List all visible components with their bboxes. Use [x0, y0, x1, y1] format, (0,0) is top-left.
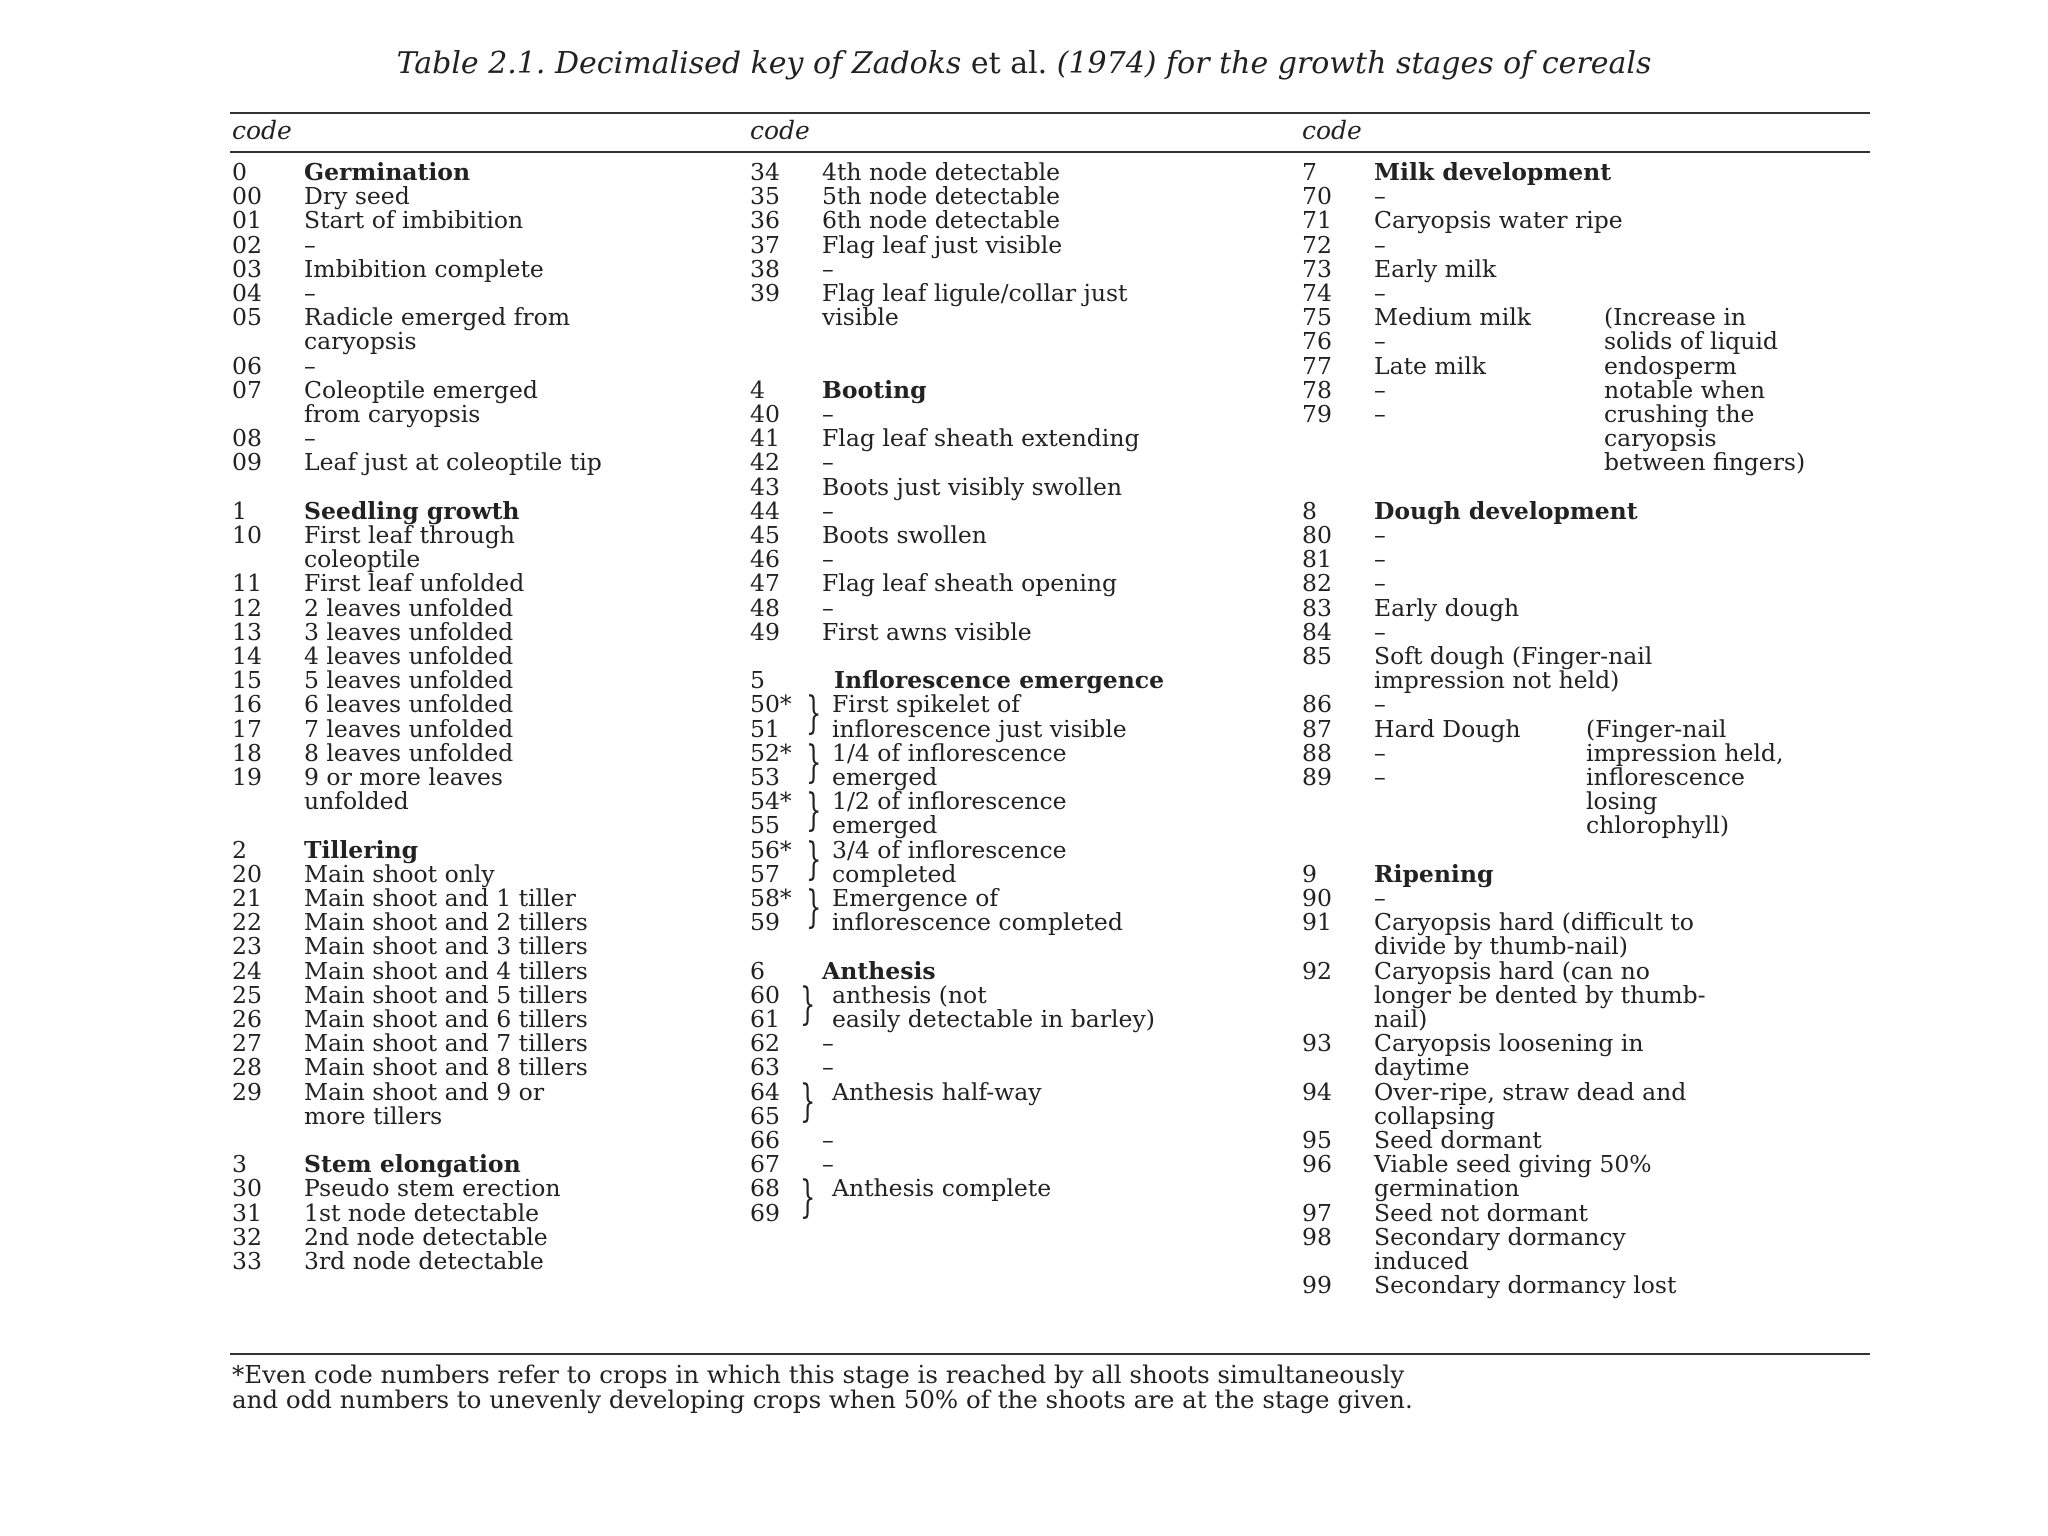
- stage-description: First awns visible: [822, 617, 1032, 646]
- stage-description: –: [822, 1053, 834, 1082]
- stage-description: inflorescence just visible: [832, 714, 1127, 743]
- stage-code: 85: [1302, 642, 1332, 670]
- stage-code: 63: [750, 1053, 780, 1082]
- stage-code: 24: [232, 956, 262, 985]
- stage-description: –: [822, 496, 834, 525]
- stage-note: (Increase in: [1604, 303, 1746, 332]
- stage-code: 68: [750, 1174, 780, 1203]
- stage-description: Boots swollen: [822, 521, 987, 549]
- stage-code: 36: [750, 206, 780, 235]
- stage-description: 8 leaves unfolded: [304, 738, 514, 767]
- stage-code: 8: [1302, 496, 1317, 525]
- stage-note: chlorophyll): [1586, 811, 1729, 840]
- stage-code: 87: [1302, 714, 1332, 743]
- stage-code: 93: [1302, 1029, 1332, 1058]
- stage-description: –: [822, 1029, 834, 1058]
- stage-description: 6th node detectable: [822, 206, 1061, 235]
- stage-description: Flag leaf ligule/collar just: [822, 279, 1128, 307]
- stage-description: Caryopsis hard (difficult to: [1374, 908, 1694, 937]
- stage-code: 51: [750, 714, 780, 743]
- stage-code: 7: [1302, 158, 1317, 186]
- stage-code: 86: [1302, 690, 1332, 719]
- stage-code: 41: [750, 424, 780, 453]
- stage-description: Early dough: [1374, 593, 1520, 622]
- stage-code: 98: [1302, 1222, 1332, 1251]
- stage-description: 7 leaves unfolded: [304, 714, 514, 743]
- stage-description: –: [1374, 400, 1386, 428]
- stage-description: Boots just visibly swollen: [822, 472, 1123, 501]
- stage-description: Emergence of: [832, 884, 999, 912]
- stage-code: 94: [1302, 1077, 1332, 1106]
- stage-code: 05: [232, 303, 262, 332]
- stage-description: Late milk: [1374, 351, 1486, 380]
- stage-code: 88: [1302, 738, 1332, 767]
- stage-code: 29: [232, 1077, 262, 1106]
- stage-heading: Inflorescence emergence: [834, 666, 1165, 695]
- stage-description: Pseudo stem erection: [304, 1174, 561, 1203]
- stage-description: –: [304, 279, 316, 307]
- stage-code: 56*: [750, 835, 792, 864]
- caption-etal: et al.: [970, 46, 1048, 81]
- stage-code: 0: [232, 158, 247, 186]
- stage-description: more tillers: [304, 1101, 443, 1130]
- stage-description: 5 leaves unfolded: [304, 666, 514, 695]
- stage-code: 9: [1302, 859, 1317, 888]
- stage-description: Main shoot and 2 tillers: [304, 908, 588, 937]
- stage-description: emerged: [832, 763, 938, 791]
- stage-heading: Stem elongation: [304, 1150, 521, 1179]
- column-header-code-3: code: [1302, 116, 1362, 145]
- stage-description: 4th node detectable: [822, 158, 1061, 186]
- stage-code: 59: [750, 908, 780, 937]
- stage-note: impression held,: [1586, 738, 1784, 767]
- stage-code: 26: [232, 1005, 262, 1033]
- stage-code: 70: [1302, 182, 1332, 211]
- stage-code: 42: [750, 448, 780, 477]
- stage-description: –: [1374, 884, 1386, 912]
- stage-code: 66: [750, 1126, 780, 1154]
- stage-code: 77: [1302, 351, 1332, 380]
- stage-description: Soft dough (Finger-nail: [1374, 642, 1653, 670]
- stage-code: 4: [750, 375, 765, 404]
- stage-code: 6: [750, 956, 765, 985]
- stage-code: 75: [1302, 303, 1332, 332]
- column-header-code-1: code: [232, 116, 292, 145]
- stage-code: 27: [232, 1029, 262, 1058]
- stage-description: 1st node detectable: [304, 1198, 540, 1227]
- stage-code: 62: [750, 1029, 780, 1058]
- stage-code: 50*: [750, 690, 792, 719]
- stage-description: 1/4 of inflorescence: [832, 738, 1067, 767]
- stage-description: Hard Dough: [1374, 714, 1521, 743]
- stage-code: 19: [232, 763, 262, 791]
- stage-heading: Tillering: [304, 835, 419, 864]
- stage-description: 4 leaves unfolded: [304, 642, 514, 670]
- stage-code: 18: [232, 738, 262, 767]
- stage-description: –: [304, 351, 316, 380]
- stage-code: 76: [1302, 327, 1332, 356]
- stage-code: 22: [232, 908, 262, 937]
- stage-code: 30: [232, 1174, 262, 1203]
- stage-description: Seed not dormant: [1374, 1198, 1588, 1227]
- column-header-code-2: code: [750, 116, 810, 145]
- stage-note: (Finger-nail: [1586, 714, 1727, 743]
- stage-code: 2: [232, 835, 247, 864]
- stage-code: 92: [1302, 956, 1332, 985]
- stage-description: Viable seed giving 50%: [1374, 1150, 1652, 1179]
- stage-description: Caryopsis hard (can no: [1374, 956, 1650, 985]
- stage-description: Early milk: [1374, 254, 1497, 283]
- stage-description: Secondary dormancy: [1374, 1222, 1626, 1251]
- stage-description: –: [1374, 521, 1386, 549]
- stage-description: Main shoot and 1 tiller: [304, 884, 576, 912]
- stage-heading: Ripening: [1374, 859, 1494, 888]
- brace-mark: }: [806, 882, 822, 933]
- caption-suffix: (1974) for the growth stages of cereals: [1047, 46, 1652, 81]
- stage-code: 35: [750, 182, 780, 211]
- stage-description: 3 leaves unfolded: [304, 617, 514, 646]
- stage-code: 13: [232, 617, 262, 646]
- stage-code: 10: [232, 521, 262, 549]
- stage-code: 82: [1302, 569, 1332, 598]
- stage-code: 5: [750, 666, 765, 695]
- stage-code: 28: [232, 1053, 262, 1082]
- stage-description: –: [304, 424, 316, 453]
- stage-note: inflorescence: [1586, 763, 1745, 791]
- stage-code: 54*: [750, 787, 792, 816]
- stage-description: Caryopsis water ripe: [1374, 206, 1623, 235]
- stage-description: Main shoot and 8 tillers: [304, 1053, 588, 1082]
- stage-description: Radicle emerged from: [304, 303, 571, 332]
- stage-code: 04: [232, 279, 262, 307]
- stage-heading: Milk development: [1374, 158, 1612, 186]
- brace-mark: }: [800, 1075, 816, 1127]
- stage-description: –: [822, 400, 834, 428]
- stage-description: 1/2 of inflorescence: [832, 787, 1067, 816]
- stage-code: 11: [232, 569, 262, 598]
- stage-description: 6 leaves unfolded: [304, 690, 514, 719]
- stage-description: emerged: [832, 811, 938, 840]
- stage-description: Leaf just at coleoptile tip: [304, 448, 602, 477]
- stage-code: 02: [232, 230, 262, 259]
- stage-code: 79: [1302, 400, 1332, 428]
- stage-description: –: [1374, 327, 1386, 356]
- stage-description: 5th node detectable: [822, 182, 1061, 211]
- stage-code: 34: [750, 158, 780, 186]
- stage-code: 67: [750, 1150, 780, 1179]
- brace-mark: }: [806, 785, 822, 837]
- stage-code: 53: [750, 763, 780, 791]
- stage-heading: Seedling growth: [304, 496, 520, 525]
- stage-code: 39: [750, 279, 780, 307]
- stage-description: longer be dented by thumb-: [1374, 980, 1706, 1009]
- stage-description: –: [1374, 738, 1386, 767]
- stage-code: 32: [232, 1222, 262, 1251]
- stage-note: caryopsis: [1604, 424, 1717, 453]
- stage-description: nail): [1374, 1005, 1428, 1033]
- stage-description: collapsing: [1374, 1101, 1496, 1130]
- stage-code: 81: [1302, 545, 1332, 574]
- stage-code: 17: [232, 714, 262, 743]
- stage-description: –: [822, 1150, 834, 1179]
- stage-description: induced: [1374, 1247, 1469, 1275]
- stage-heading: Anthesis: [822, 956, 936, 985]
- stage-description: 9 or more leaves: [304, 763, 503, 791]
- stage-description: daytime: [1374, 1053, 1470, 1082]
- stage-code: 37: [750, 230, 780, 259]
- stage-description: Over-ripe, straw dead and: [1374, 1077, 1687, 1106]
- stage-code: 95: [1302, 1126, 1332, 1154]
- stage-description: Seed dormant: [1374, 1126, 1542, 1154]
- stage-code: 16: [232, 690, 262, 719]
- stage-description: anthesis (not: [832, 980, 987, 1009]
- stage-description: Start of imbibition: [304, 206, 524, 235]
- stage-description: completed: [832, 859, 957, 888]
- stage-description: Anthesis complete: [832, 1174, 1052, 1203]
- stage-description: inflorescence completed: [832, 908, 1123, 937]
- stage-code: 20: [232, 859, 262, 888]
- stage-description: caryopsis: [304, 327, 417, 356]
- stage-code: 74: [1302, 279, 1332, 307]
- stage-description: First leaf through: [304, 521, 515, 549]
- stage-description: germination: [1374, 1174, 1520, 1203]
- stage-code: 60: [750, 980, 780, 1009]
- stage-code: 03: [232, 254, 262, 283]
- stage-code: 71: [1302, 206, 1332, 235]
- stage-description: –: [1374, 690, 1386, 719]
- stage-description: Coleoptile emerged: [304, 375, 538, 404]
- stage-description: Main shoot and 5 tillers: [304, 980, 588, 1009]
- stage-code: 23: [232, 932, 262, 961]
- stage-description: Main shoot and 3 tillers: [304, 932, 588, 961]
- stage-description: Flag leaf just visible: [822, 230, 1063, 259]
- stage-description: –: [1374, 279, 1386, 307]
- stage-description: Flag leaf sheath extending: [822, 424, 1140, 453]
- stage-code: 55: [750, 811, 780, 840]
- brace-mark: }: [800, 1172, 816, 1224]
- stage-code: 09: [232, 448, 262, 477]
- stage-code: 44: [750, 496, 780, 525]
- stage-description: –: [1374, 763, 1386, 791]
- stage-code: 45: [750, 521, 780, 549]
- stage-description: visible: [822, 303, 899, 332]
- stage-code: 78: [1302, 375, 1332, 404]
- stage-description: easily detectable in barley): [832, 1005, 1155, 1033]
- stage-code: 21: [232, 884, 262, 912]
- stage-description: Main shoot only: [304, 859, 495, 888]
- stage-heading: Germination: [304, 158, 471, 186]
- stage-code: 1: [232, 496, 247, 525]
- stage-description: 2 leaves unfolded: [304, 593, 514, 622]
- stage-note: notable when: [1604, 375, 1765, 404]
- stage-code: 01: [232, 206, 262, 235]
- stage-code: 91: [1302, 908, 1332, 937]
- stage-code: 58*: [750, 884, 792, 912]
- stage-description: from caryopsis: [304, 400, 481, 428]
- stage-description: –: [1374, 545, 1386, 574]
- stage-note: losing: [1586, 787, 1658, 816]
- stage-code: 84: [1302, 617, 1332, 646]
- stage-code: 00: [232, 182, 262, 211]
- stage-code: 06: [232, 351, 262, 380]
- stage-description: 3/4 of inflorescence: [832, 835, 1067, 864]
- stage-description: –: [822, 593, 834, 622]
- brace-mark: }: [806, 833, 822, 885]
- stage-description: coleoptile: [304, 545, 421, 574]
- stage-description: impression not held): [1374, 666, 1620, 695]
- caption-prefix: Table 2.1. Decimalised key of Zadoks: [396, 46, 971, 81]
- bottom-rule: [230, 1353, 1870, 1355]
- stage-code: 07: [232, 375, 262, 404]
- brace-mark: }: [806, 688, 822, 740]
- stage-description: Medium milk: [1374, 303, 1531, 332]
- stage-description: First leaf unfolded: [304, 569, 525, 598]
- stage-code: 80: [1302, 521, 1332, 549]
- top-rule: [230, 112, 1870, 114]
- footnote-line-1: *Even code numbers refer to crops in which this stage is reached by all shoots simultaneously: [232, 1360, 1405, 1389]
- stage-description: divide by thumb-nail): [1374, 932, 1628, 961]
- stage-heading: Booting: [822, 375, 927, 404]
- stage-code: 15: [232, 666, 262, 695]
- stage-code: 43: [750, 472, 780, 501]
- brace-mark: }: [806, 736, 822, 788]
- stage-description: Main shoot and 6 tillers: [304, 1005, 588, 1033]
- stage-code: 99: [1302, 1271, 1332, 1300]
- stage-description: Main shoot and 9 or: [304, 1077, 545, 1106]
- stage-code: 47: [750, 569, 780, 598]
- stage-description: Main shoot and 4 tillers: [304, 956, 588, 985]
- stage-code: 83: [1302, 593, 1332, 622]
- stage-description: Secondary dormancy lost: [1374, 1271, 1677, 1300]
- stage-description: –: [1374, 230, 1386, 259]
- stage-code: 69: [750, 1198, 780, 1227]
- stage-code: 65: [750, 1101, 780, 1130]
- stage-code: 14: [232, 642, 262, 670]
- stage-note: crushing the: [1604, 400, 1755, 428]
- stage-note: solids of liquid: [1604, 327, 1778, 356]
- stage-code: 57: [750, 859, 780, 888]
- stage-code: 52*: [750, 738, 792, 767]
- stage-note: endosperm: [1604, 351, 1737, 380]
- stage-description: –: [1374, 375, 1386, 404]
- stage-description: –: [822, 1126, 834, 1154]
- stage-code: 40: [750, 400, 780, 428]
- stage-code: 73: [1302, 254, 1332, 283]
- table-caption: [0, 46, 2048, 81]
- stage-code: 46: [750, 545, 780, 574]
- stage-description: Dry seed: [304, 182, 410, 211]
- stage-description: First spikelet of: [832, 690, 1020, 719]
- stage-code: 96: [1302, 1150, 1332, 1179]
- stage-description: –: [822, 448, 834, 477]
- stage-code: 33: [232, 1247, 262, 1275]
- stage-code: 31: [232, 1198, 262, 1227]
- footnote-line-2: and odd numbers to unevenly developing crops when 50% of the shoots are at the stage given.: [232, 1385, 1413, 1414]
- stage-description: –: [822, 545, 834, 574]
- stage-code: 89: [1302, 763, 1332, 791]
- stage-description: Anthesis half-way: [832, 1077, 1042, 1106]
- stage-description: 3rd node detectable: [304, 1247, 544, 1275]
- stage-description: 2nd node detectable: [304, 1222, 548, 1251]
- stage-code: 64: [750, 1077, 780, 1106]
- stage-description: –: [1374, 569, 1386, 598]
- header-rule: [230, 151, 1870, 153]
- stage-note: between fingers): [1604, 448, 1806, 477]
- stage-code: 90: [1302, 884, 1332, 912]
- stage-code: 38: [750, 254, 780, 283]
- stage-description: –: [1374, 617, 1386, 646]
- stage-description: Main shoot and 7 tillers: [304, 1029, 588, 1058]
- stage-code: 3: [232, 1150, 247, 1179]
- stage-heading: Dough development: [1374, 496, 1638, 525]
- stage-description: Caryopsis loosening in: [1374, 1029, 1644, 1058]
- stage-code: 61: [750, 1005, 780, 1033]
- stage-description: Imbibition complete: [304, 254, 544, 283]
- stage-code: 97: [1302, 1198, 1332, 1227]
- stage-description: Flag leaf sheath opening: [822, 569, 1118, 598]
- stage-code: 25: [232, 980, 262, 1009]
- stage-description: –: [822, 254, 834, 283]
- stage-code: 49: [750, 617, 780, 646]
- stage-description: –: [1374, 182, 1386, 211]
- footnote: [232, 1362, 1413, 1412]
- stage-description: –: [304, 230, 316, 259]
- stage-code: 72: [1302, 230, 1332, 259]
- stage-code: 48: [750, 593, 780, 622]
- stage-code: 08: [232, 424, 262, 453]
- stage-description: unfolded: [304, 787, 409, 816]
- stage-code: 12: [232, 593, 262, 622]
- brace-mark: }: [800, 978, 816, 1030]
